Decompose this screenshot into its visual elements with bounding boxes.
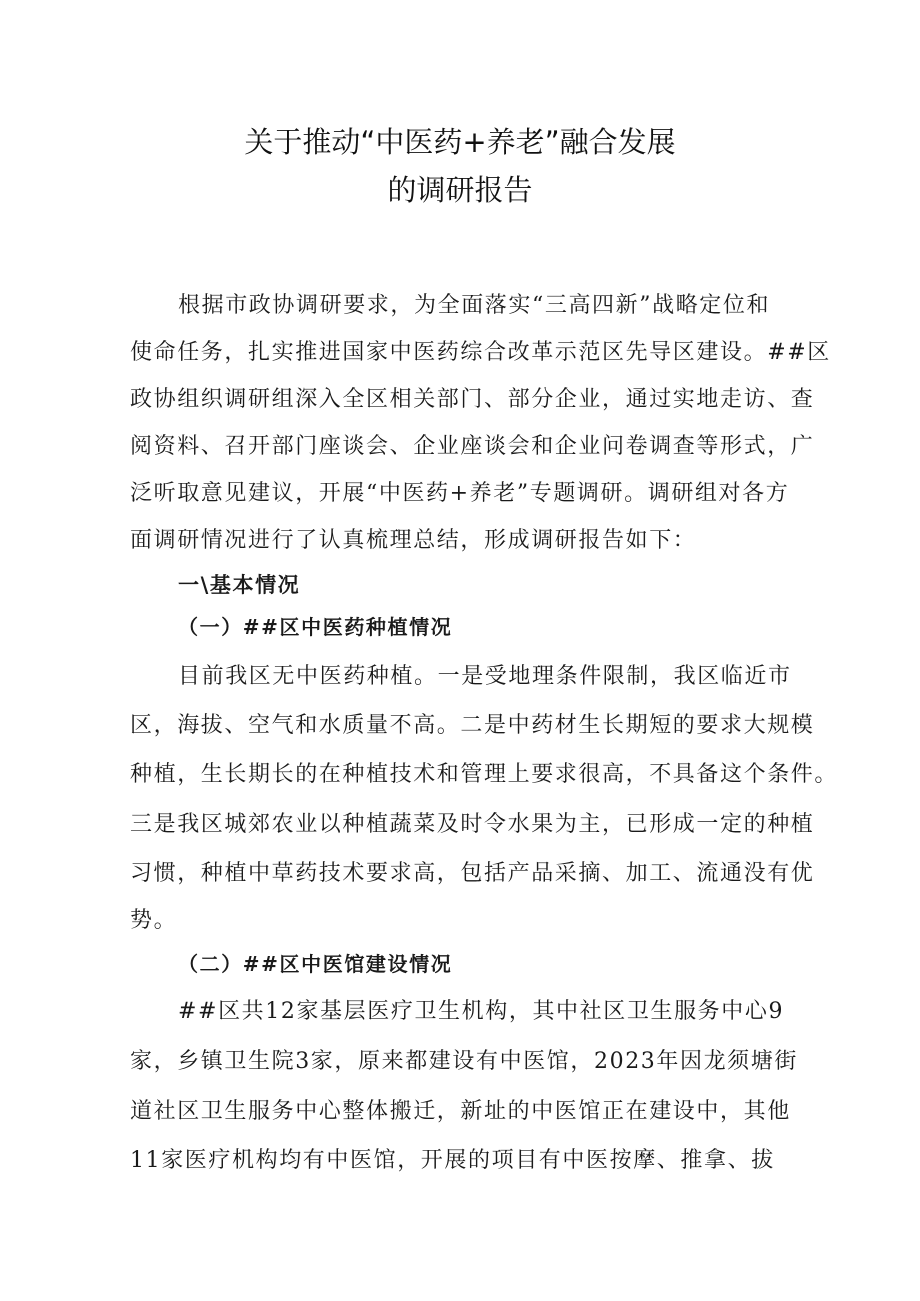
intro-line: 使命任务，扎实推进国家中医药综合改革示范区先导区建设。##区: [130, 340, 831, 365]
paragraph-line: 三是我区城郊农业以种植蔬菜及时令水果为主，已形成一定的种植: [130, 812, 815, 837]
report-title-line-1: 关于推动“中医药+养老”融合发展: [244, 125, 676, 159]
intro-line: 阅资料、召开部门座谈会、企业座谈会和企业问卷调查等形式，广: [130, 434, 815, 459]
intro-line: 泛听取意见建议，开展“中医药+养老”专题调研。调研组对各方: [130, 481, 790, 506]
intro-line: 政协组织调研组深入全区相关部门、部分企业，通过实地走访、查: [130, 387, 815, 412]
paragraph-line: ##区共12家基层医疗卫生机构，其中社区卫生服务中心9: [178, 999, 785, 1024]
paragraph-line: 道社区卫生服务中心整体搬迁，新址的中医馆正在建设中，其他: [130, 1099, 791, 1124]
subsection-heading: （一）##区中医药种植情况: [178, 615, 453, 639]
paragraph-line: 11家医疗机构均有中医馆，开展的项目有中医按摩、推拿、拔: [130, 1148, 775, 1173]
subsection-heading: （二）##区中医馆建设情况: [178, 952, 453, 976]
intro-line: 面调研情况进行了认真梳理总结，形成调研报告如下：: [130, 528, 697, 553]
paragraph-line: 势。: [130, 908, 178, 933]
paragraph-line: 家，乡镇卫生院3家，原来都建设有中医馆，2023年因龙须塘街: [130, 1049, 798, 1074]
intro-line: 根据市政协调研要求，为全面落实“三高四新”战略定位和: [178, 293, 771, 318]
paragraph-line: 区，海拔、空气和水质量不高。二是中药材生长期短的要求大规模: [130, 713, 815, 738]
report-title-line-2: 的调研报告: [387, 173, 533, 207]
paragraph-line: 习惯，种植中草药技术要求高，包括产品采摘、加工、流通没有优: [130, 861, 815, 886]
paragraph-line: 种植，生长期长的在种植技术和管理上要求很高，不具备这个条件。: [130, 762, 839, 787]
section-heading: 一\基本情况: [178, 573, 301, 597]
paragraph-line: 目前我区无中医药种植。一是受地理条件限制，我区临近市: [178, 664, 792, 689]
